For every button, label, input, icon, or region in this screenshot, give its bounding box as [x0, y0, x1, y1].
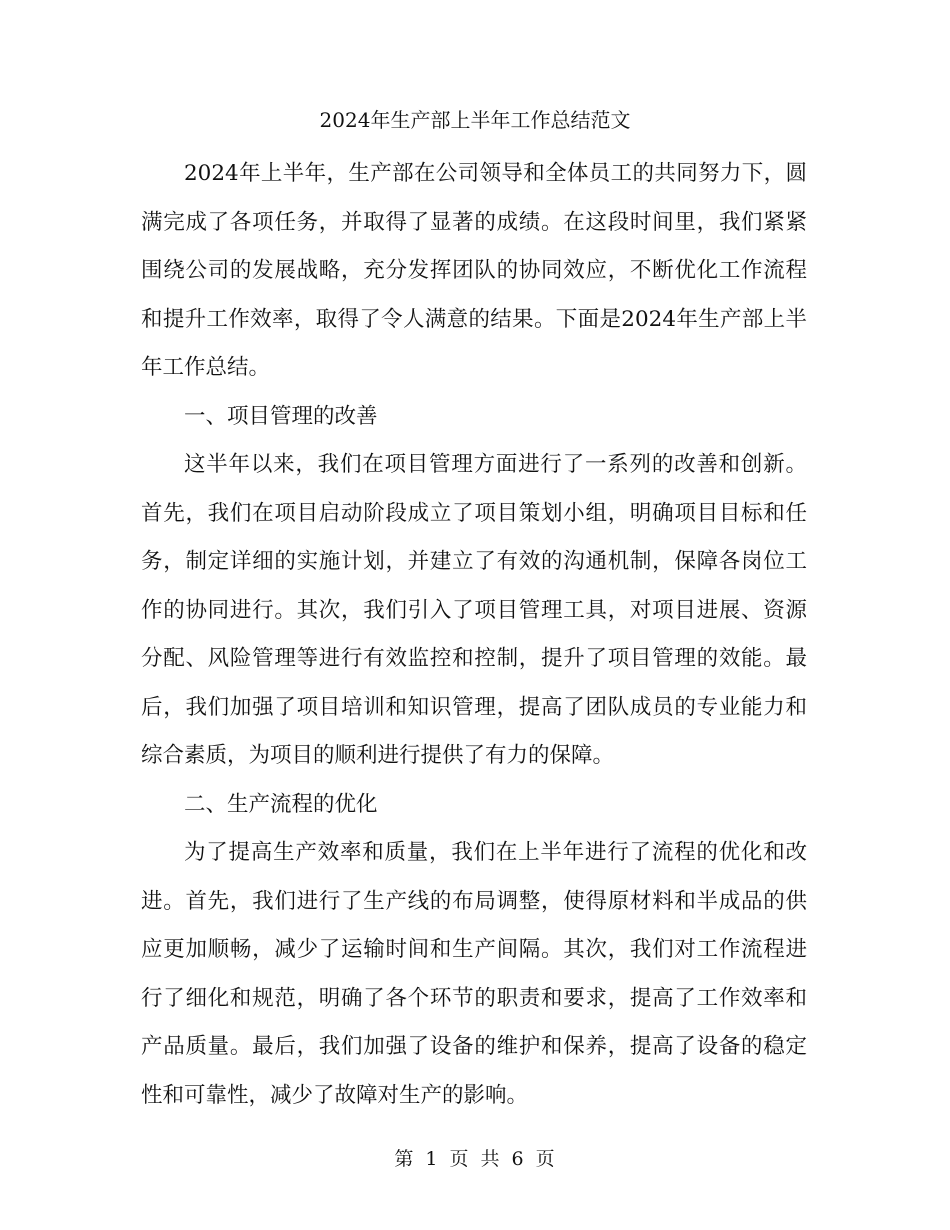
section-body-project-management: 这半年以来，我们在项目管理方面进行了一系列的改善和创新。首先，我们在项目启动阶段成立了项目策划小组，明确项目目标和任务，制定详细的实施计划，并建立了有效的沟通机制，保障各岗位工作的协同进行。其次，我们引入了项目管理工具，对项目进展、资源分配、风险管理等进行有效监控和控制，提升了项目管理的效能。最后，我们加强了项目培训和知识管理，提高了团队成员的专业能力和综合素质，为项目的顺利进行提供了有力的保障。 — [141, 452, 807, 768]
document-title: 2024年生产部上半年工作总结范文 — [319, 108, 631, 132]
page-footer: 第 1 页 共 6 页 — [394, 1148, 556, 1170]
section-heading-production-process: 二、生产流程的优化 — [184, 791, 378, 817]
section-heading-project-management: 一、项目管理的改善 — [184, 403, 378, 429]
document-body — [141, 150, 807, 1120]
section-body-production-process: 为了提高生产效率和质量，我们在上半年进行了流程的优化和改进。首先，我们进行了生产线的布局调整，使得原材料和半成品的供应更加顺畅，减少了运输时间和生产间隔。其次，我们对工作流程进行了细化和规范，明确了各个环节的职责和要求，提高了工作效率和产品质量。最后，我们加强了设备的维护和保养，提高了设备的稳定性和可靠性，减少了故障对生产的影响。 — [141, 840, 807, 1108]
intro-paragraph: 2024年上半年，生产部在公司领导和全体员工的共同努力下，圆满完成了各项任务，并取得了显著的成绩。在这段时间里，我们紧紧围绕公司的发展战略，充分发挥团队的协同效应，不断优化工作流程和提升工作效率，取得了令人满意的结果。下面是2024年生产部上半年工作总结。 — [141, 161, 808, 380]
